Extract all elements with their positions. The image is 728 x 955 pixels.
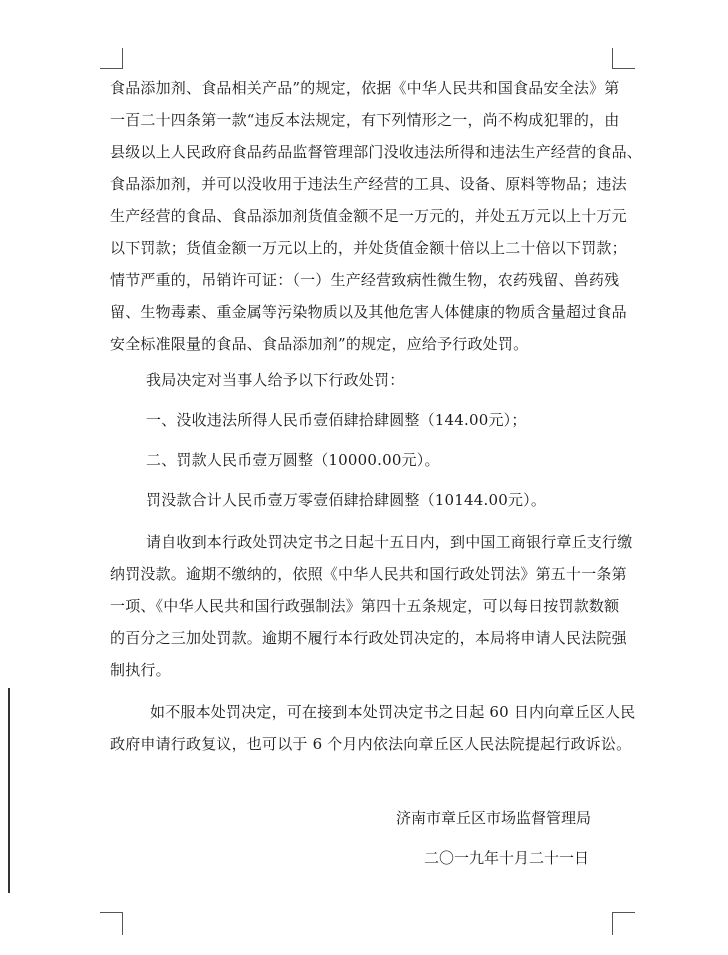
issue-date: 二〇一九年十月二十一日 bbox=[424, 849, 590, 867]
text-line: 食品添加剂、食品相关产品”的规定，依据《中华人民共和国食品安全法》第 bbox=[110, 79, 620, 97]
penalty-item-1-text: 一、没收违法所得人民币壹佰肆拾肆圆整（144.00元）； bbox=[146, 411, 527, 429]
payment-paragraph bbox=[110, 526, 632, 686]
crop-mark-top-right bbox=[612, 48, 635, 69]
decision-intro-text: 我局决定对当事人给予以下行政处罚： bbox=[146, 371, 405, 389]
penalty-item-2 bbox=[146, 444, 440, 476]
crop-mark-top-left bbox=[100, 48, 123, 69]
text-line: 制执行。 bbox=[110, 661, 171, 679]
penalty-total bbox=[146, 484, 546, 516]
text-line: 纳罚没款。逾期不缴纳的，依照《中华人民共和国行政处罚法》第五十一条第 bbox=[110, 565, 627, 583]
penalty-total-text: 罚没款合计人民币壹万零壹佰肆拾肆圆整（10144.00元）。 bbox=[146, 491, 547, 509]
binding-margin-line bbox=[8, 688, 10, 893]
penalty-item-2-text: 二、罚款人民币壹万圆整（10000.00元）。 bbox=[146, 451, 440, 469]
text-line: 生产经营的食品、食品添加剂货值金额不足一万元的，并处五万元以上十万元 bbox=[110, 207, 627, 225]
text-line: 食品添加剂，并可以没收用于违法生产经营的工具、设备、原料等物品；违法 bbox=[110, 175, 627, 193]
text-line: 如不服本处罚决定，可在接到本处罚决定书之日起 60 日内向章丘区人民 bbox=[150, 703, 636, 721]
text-line: 请自收到本行政处罚决定书之日起十五日内，到中国工商银行章丘支行缴 bbox=[146, 533, 633, 551]
penalty-item-1 bbox=[146, 404, 527, 436]
legal-basis-paragraph bbox=[110, 72, 642, 360]
text-line: 安全标准限量的食品、食品添加剂”的规定，应给予行政处罚。 bbox=[110, 335, 529, 353]
appeal-paragraph bbox=[110, 696, 635, 760]
crop-mark-bottom-right bbox=[612, 912, 635, 935]
text-line: 一项、《中华人民共和国行政强制法》第四十五条规定，可以每日按罚款数额 bbox=[110, 597, 620, 615]
text-line: 政府申请行政复议，也可以于 6 个月内依法向章丘区人民法院提起行政诉讼。 bbox=[110, 735, 632, 753]
text-line: 的百分之三加处罚款。逾期不履行本行政处罚决定的，本局将申请人民法院强 bbox=[110, 629, 627, 647]
text-line: 情节严重的，吊销许可证：（一）生产经营致病性微生物，农药残留、兽药残 bbox=[110, 271, 620, 289]
text-line: 县级以上人民政府食品药品监督管理部门没收违法所得和违法生产经营的食品、 bbox=[110, 143, 643, 161]
decision-intro bbox=[146, 364, 404, 396]
crop-mark-bottom-left bbox=[100, 912, 123, 935]
text-line: 留、生物毒素、重金属等污染物质以及其他危害人体健康的物质含量超过食品 bbox=[110, 303, 627, 321]
text-line: 以下罚款；货值金额一万元以上的，并处货值金额十倍以上二十倍以下罚款； bbox=[110, 239, 627, 257]
text-line: 一百二十四条第一款“违反本法规定，有下列情形之一，尚不构成犯罪的，由 bbox=[110, 111, 620, 129]
issuer-name: 济南市章丘区市场监督管理局 bbox=[396, 809, 592, 827]
